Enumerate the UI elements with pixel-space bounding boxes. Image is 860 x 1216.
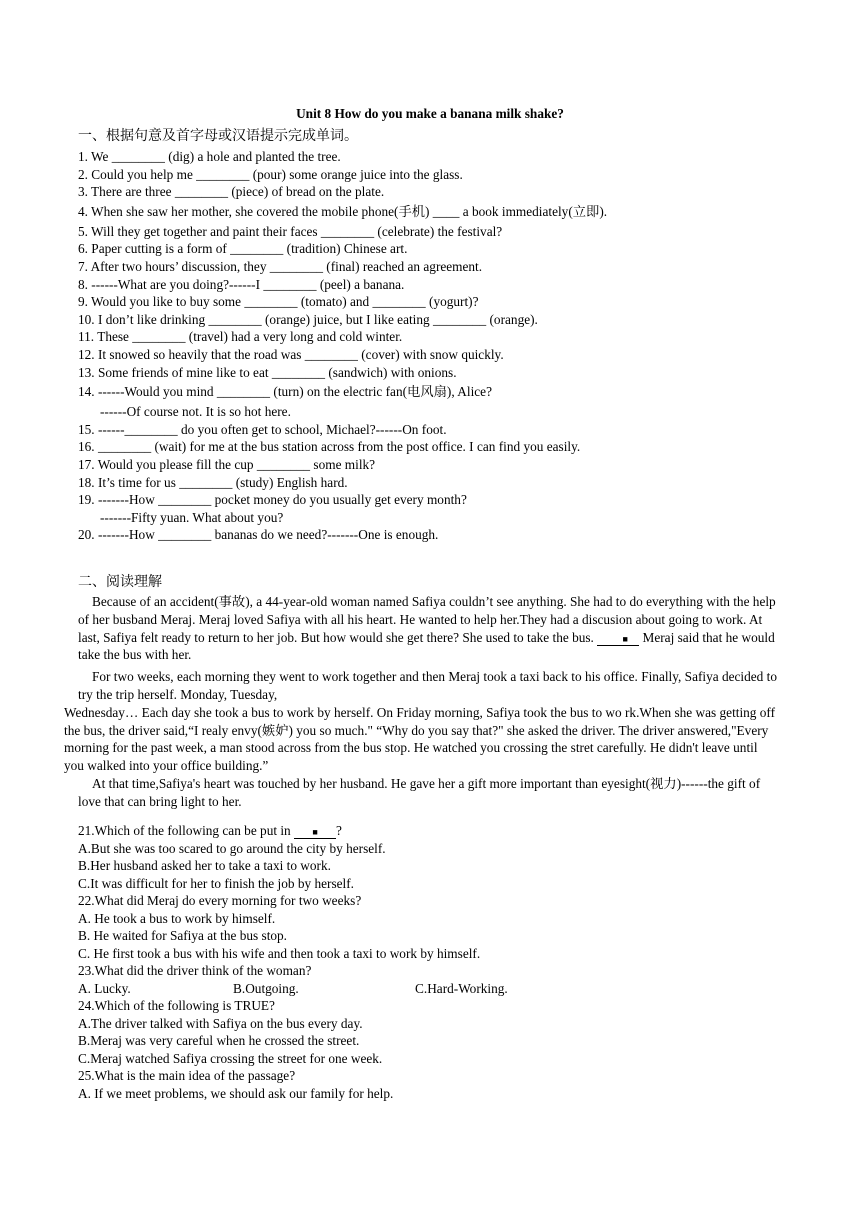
question-3: 3. There are three ________ (piece) of bread on the plate. bbox=[78, 184, 385, 200]
passage-paragraph-2: For two weeks, each morning they went to work together and then Meraj took a taxi back to his office. Finally, Safiya decided to try the trip herself. Monday, Tuesday, Wednesday… Each day she took a bus to work by herself. On Friday morning, Safiya took the bus to wo rk.When she was getting off the bus, the driver said,“I realy envy(嫉妒) you so much." “Why do you say that?" she asked the driver. The driver answered,"Every morning for the past week, a man stood across from the bus stop. He watched you crossing the stret carefully. He didn't leave until you walked into your office building.” bbox=[64, 669, 777, 774]
question-10: 10. I don’t like drinking ________ (orange) juice, but I like eating ________ (orange). bbox=[78, 311, 538, 327]
question-9: 9. Would you like to buy some ________ (tomato) and ________ (yogurt)? bbox=[78, 294, 479, 310]
option-24-a: A.The driver talked with Safiya on the bus every day. bbox=[78, 1015, 363, 1031]
question-14-answer: ------Of course not. It is so hot here. bbox=[100, 404, 291, 420]
options-23 bbox=[78, 980, 798, 998]
question-17: 17. Would you please fill the cup ________ some milk? bbox=[78, 456, 376, 472]
question-18: 18. It’s time for us ________ (study) English hard. bbox=[78, 474, 348, 490]
option-21-c: C.It was difficult for her to finish the job by herself. bbox=[78, 875, 354, 891]
question-11: 11. These ________ (travel) had a very long and cold winter. bbox=[78, 329, 403, 345]
question-20: 20. -------How ________ bananas do we need?-------One is enough. bbox=[78, 527, 439, 543]
section1-heading: 一、根据句意及首字母或汉语提示完成单词。 bbox=[78, 128, 358, 144]
question-8: 8. ------What are you doing?------I ________ (peel) a banana. bbox=[78, 276, 405, 292]
question-22: 22.What did Meraj do every morning for two weeks? bbox=[78, 893, 362, 908]
option-22-b: B. He waited for Safiya at the bus stop. bbox=[78, 928, 288, 943]
fill-in-questions bbox=[78, 148, 798, 544]
question-25: 25.What is the main idea of the passage? bbox=[78, 1068, 296, 1083]
reading-passage bbox=[64, 593, 778, 811]
question-blank: ■ bbox=[294, 826, 336, 839]
question-6: 6. Paper cutting is a form of ________ (tradition) Chinese art. bbox=[78, 241, 408, 257]
option-23-a: A. Lucky. bbox=[78, 980, 131, 996]
question-16: 16. ________ (wait) for me at the bus station across from the post office. I can find you easily. bbox=[78, 439, 581, 455]
option-22-a: A. He took a bus to work by himself. bbox=[78, 910, 276, 926]
option-24-c: C.Meraj watched Safiya crossing the street for one week. bbox=[78, 1050, 383, 1066]
section2-heading: 二、阅读理解 bbox=[78, 574, 162, 590]
option-23-c: C.Hard-Working. bbox=[415, 980, 508, 996]
question-12: 12. It snowed so heavily that the road was ________ (cover) with snow quickly. bbox=[78, 346, 504, 362]
option-24-b: B.Meraj was very careful when he crossed the street. bbox=[78, 1033, 360, 1048]
question-21: 21.Which of the following can be put in ■ ? bbox=[78, 823, 342, 838]
question-13: 13. Some friends of mine like to eat ________ (sandwich) with onions. bbox=[78, 364, 457, 380]
passage-blank: ■ bbox=[597, 633, 639, 646]
option-23-b: B.Outgoing. bbox=[233, 980, 299, 996]
question-4: 4. When she saw her mother, she covered the mobile phone(手机) ____ a book immediately(立即). bbox=[78, 203, 608, 219]
question-15: 15. ------________ do you often get to school, Michael?------On foot. bbox=[78, 421, 447, 437]
passage-paragraph-3: At that time,Safiya's heart was touched by her husband. He gave her a gift more important than eyesight(视力)------the gift of love that can bring light to her. bbox=[78, 775, 761, 809]
question-19-answer: -------Fifty yuan. What about you? bbox=[100, 509, 284, 525]
page-title: Unit 8 How do you make a banana milk shake? bbox=[296, 106, 564, 121]
option-25-a: A. If we meet problems, we should ask our family for help. bbox=[78, 1085, 394, 1101]
question-7: 7. After two hours’ discussion, they ________ (final) reached an agreement. bbox=[78, 258, 483, 274]
question-14: 14. ------Would you mind ________ (turn) on the electric fan(电风扇), Alice? bbox=[78, 384, 492, 400]
question-1: 1. We ________ (dig) a hole and planted the tree. bbox=[78, 149, 341, 164]
question-19: 19. -------How ________ pocket money do you usually get every month? bbox=[78, 492, 467, 508]
option-21-b: B.Her husband asked her to take a taxi to work. bbox=[78, 858, 331, 873]
option-21-a: A.But she was too scared to go around the city by herself. bbox=[78, 840, 386, 856]
question-23: 23.What did the driver think of the woman? bbox=[78, 963, 312, 978]
passage-paragraph-1: Because of an accident(事故), a 44-year-old woman named Safiya couldn’t see anything. She had to do everything with the help of her busband Meraj. Meraj loved Safiya with all his heart. He wanted to help her.They had a discusion about going to work. At last, Safiya felt ready to return to her job. But how would she get there? She used to take the bus. ■ Meraj said that he would take the bus with her. bbox=[78, 594, 776, 663]
question-5: 5. Will they get together and paint their faces ________ (celebrate) the festival? bbox=[78, 223, 503, 239]
reading-questions bbox=[78, 822, 798, 1102]
option-22-c: C. He first took a bus with his wife and then took a taxi to work by himself. bbox=[78, 945, 481, 961]
question-2: 2. Could you help me ________ (pour) some orange juice into the glass. bbox=[78, 166, 463, 182]
question-24: 24.Which of the following is TRUE? bbox=[78, 998, 275, 1013]
